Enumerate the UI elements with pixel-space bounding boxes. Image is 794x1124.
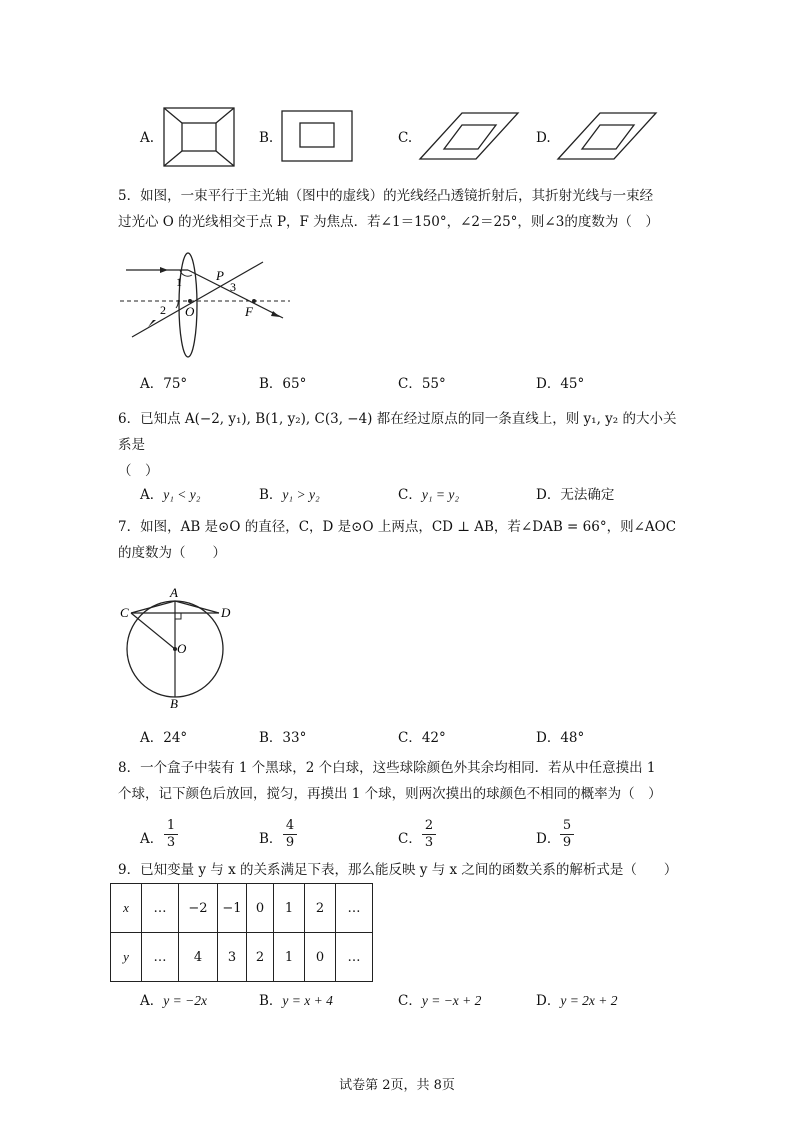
q7-stem — [118, 514, 678, 566]
q9-line-1: 9．已知变量 y 与 x 的关系满足下表，那么能反映 y 与 x 之间的函数关系的解析式是（ ） — [118, 862, 678, 878]
q7-point-d-label: D — [221, 605, 231, 620]
q6-line-1: 6．已知点 A(−2, y₁), B(1, y₂), C(3, −4) 都在经过原点的同一条直线上，则 y₁, y₂ 的大小关系是 — [118, 411, 677, 453]
q5-line-2: 过光心 O 的光线相交于点 P，F 为焦点．若∠1＝150°，∠2＝25°，则∠3的度数为（ ） — [118, 214, 659, 230]
q7-point-o-label: O — [177, 641, 187, 656]
q5-option-a[interactable]: A．75° — [140, 376, 188, 392]
q4-option-d-label: D. — [536, 130, 551, 146]
q9-option-a[interactable]: A．y = −2x — [140, 993, 207, 1009]
q7-option-d[interactable]: D．48° — [536, 730, 585, 746]
q5-option-c[interactable]: C．55° — [398, 376, 446, 392]
q4-figure-b — [280, 109, 354, 163]
q9-stem — [118, 857, 678, 883]
q6-line-2: （ ） — [118, 463, 159, 479]
q5-angle-3-label: 3 — [230, 280, 236, 294]
q7-point-c-label: C — [120, 605, 129, 620]
q7-point-b-label: B — [170, 696, 178, 711]
q7-option-a[interactable]: A．24° — [140, 730, 188, 746]
q4-figure-d — [556, 111, 658, 161]
q5-point-o-label: O — [185, 304, 195, 319]
q5-point-f-label: F — [245, 304, 253, 319]
q6-stem — [118, 406, 678, 484]
q5-option-d[interactable]: D．45° — [536, 376, 585, 392]
q4-figure-c — [418, 111, 520, 161]
q4-figure-a — [162, 106, 236, 168]
q8-line-1: 8．一个盒子中装有 1 个黑球，2 个白球，这些球除颜色外其余均相同．若从中任意摸出 1 — [118, 760, 656, 776]
q7-option-c[interactable]: C．42° — [398, 730, 446, 746]
q5-line-1: 5．如图，一束平行于主光轴（图中的虚线）的光线经凸透镜折射后，其折射光线与一束经 — [118, 188, 654, 204]
q6-option-c[interactable]: C．y₁ = y₂ — [398, 487, 460, 503]
q9-option-c[interactable]: C．y = −x + 2 — [398, 993, 482, 1009]
q9-value-table — [110, 883, 373, 982]
q7-line-2: 的度数为（ ） — [118, 545, 226, 561]
q5-lens-figure — [118, 250, 294, 360]
q5-angle-1-label: 1 — [176, 275, 182, 289]
q4-option-b-label: B. — [259, 130, 274, 146]
q5-point-p-label: P — [216, 268, 224, 283]
q7-point-a-label: A — [170, 585, 178, 600]
q7-circle-figure — [118, 584, 236, 712]
q9-option-d[interactable]: D．y = 2x + 2 — [536, 993, 618, 1009]
q5-angle-2-label: 2 — [160, 303, 166, 317]
q6-option-b[interactable]: B．y₁ > y₂ — [259, 487, 320, 503]
q6-option-a[interactable]: A．y₁ < y₂ — [140, 487, 201, 503]
q5-option-b[interactable]: B．65° — [259, 376, 307, 392]
q7-option-b[interactable]: B．33° — [259, 730, 307, 746]
q9-option-b[interactable]: B．y = x + 4 — [259, 993, 333, 1009]
q8-stem — [118, 755, 678, 807]
q4-option-a-label: A. — [140, 130, 155, 146]
table-row: y … 4 3 2 1 0 … — [111, 933, 373, 982]
q7-line-1: 7．如图，AB 是⊙O 的直径，C，D 是⊙O 上两点，CD ⊥ AB，若∠DAB = 66°，则∠AOC — [118, 519, 677, 535]
q4-option-c-label: C. — [398, 130, 413, 146]
table-row: x … −2 −1 0 1 2 … — [111, 884, 373, 933]
q8-line-2: 个球，记下颜色后放回，搅匀，再摸出 1 个球，则两次摸出的球颜色不相同的概率为（ ） — [118, 786, 662, 802]
page-footer: 试卷第 2页，共 8页 — [339, 1078, 455, 1093]
q5-stem — [118, 183, 678, 235]
q6-option-d[interactable]: D．无法确定 — [536, 487, 615, 503]
